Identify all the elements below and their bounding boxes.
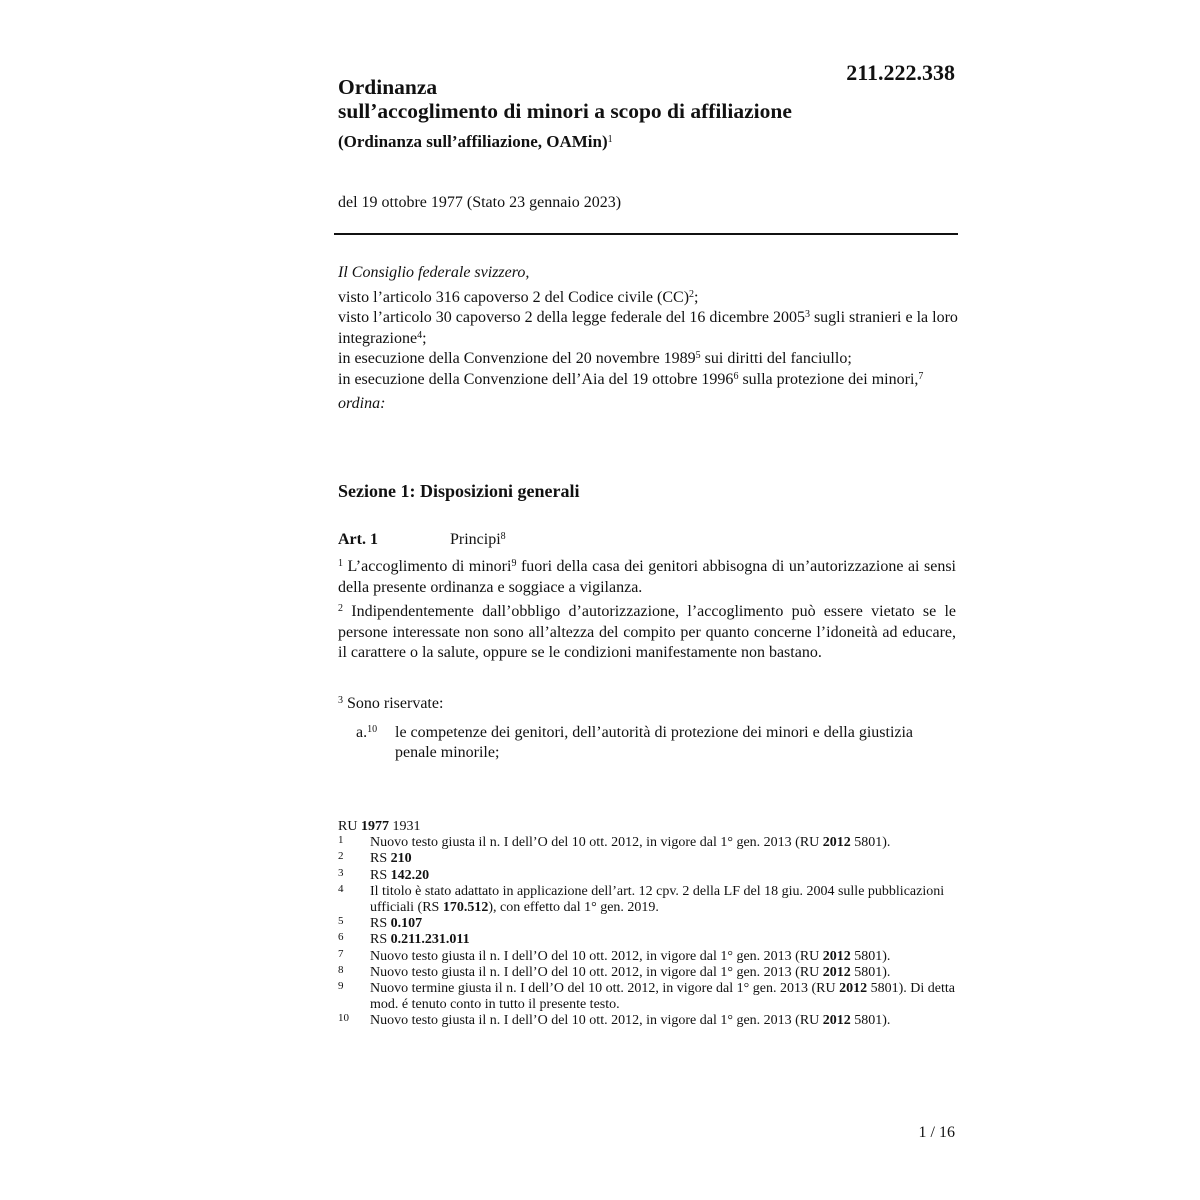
footnote-bold-ref: 0.211.231.011: [390, 932, 470, 948]
footnote-ref[interactable]: 3: [804, 309, 810, 320]
list-label: [356, 723, 377, 743]
footnote-text: Nuovo testo giusta il n. I dell’O del 10 ott. 2012, in vigore dal 1° gen. 2013 (RU: [370, 964, 823, 980]
footnote-ref[interactable]: 4: [417, 329, 423, 341]
document-number: 211.222.338: [846, 60, 955, 85]
footnote-number: 1: [338, 834, 344, 847]
article-label: Art. 1: [338, 531, 378, 548]
preamble-line: ;: [694, 288, 699, 306]
footnote-bold-ref: 2012: [822, 964, 851, 980]
ru-text: RU: [338, 819, 361, 834]
footnote-bold-ref: 2012: [822, 1013, 851, 1029]
footnote: [338, 835, 958, 851]
preamble-line: visto l’articolo 30 capoverso 2 della legge federale del 16 dicembre 2005: [338, 309, 805, 326]
footnote-text: RS: [370, 851, 391, 867]
footnote-bold-ref: 2012: [822, 835, 851, 851]
section-heading: Sezione 1: Disposizioni generali: [338, 481, 580, 501]
list-letter: a.: [356, 724, 368, 741]
paragraph-3: [338, 694, 956, 715]
footnote-text: 5801).: [850, 835, 891, 851]
footnote: [338, 868, 958, 884]
paragraph-number: 3: [338, 695, 343, 706]
footnote-number: 5: [338, 915, 344, 928]
footnote: [338, 932, 958, 948]
paragraph-2: [338, 602, 956, 664]
footnote-ref[interactable]: 6: [733, 370, 739, 382]
footnote-bold-ref: 170.512: [442, 900, 489, 916]
preamble-line: sulla protezione dei minori,: [738, 370, 919, 388]
preamble-line: ;: [422, 329, 427, 347]
ru-page: 1931: [388, 819, 421, 834]
subtitle-text: (Ordinanza sull’affiliazione, OAMin): [338, 132, 608, 151]
title-line-1: Ordinanza: [338, 75, 438, 99]
document-title: [338, 75, 792, 123]
preamble-text: [338, 288, 958, 391]
preamble-line: sugli stranieri e la loro integrazione: [338, 309, 958, 347]
preamble-intro: Il Consiglio federale svizzero,: [338, 264, 530, 281]
document-subtitle: [338, 132, 613, 152]
footnote-ref[interactable]: 8: [500, 531, 506, 542]
title-line-2: sull’accoglimento di minori a scopo di affiliazione: [338, 99, 792, 123]
footnote: [338, 965, 958, 981]
list-text: le competenze dei genitori, dell’autorità di protezione dei minori e della giustizia penale minorile;: [395, 724, 914, 761]
footnote-text: 5801).: [850, 964, 891, 980]
footnote-bold-ref: 2012: [839, 981, 868, 997]
footnote-number: 3: [338, 866, 344, 879]
footnote-text: RS: [370, 916, 391, 932]
footnote: [338, 884, 958, 916]
paragraph-number: 1: [338, 558, 343, 569]
footnote-text: Nuovo testo giusta il n. I dell’O del 10 ott. 2012, in vigore dal 1° gen. 2013 (RU: [370, 948, 823, 964]
footnote-bold-ref: 0.107: [390, 916, 423, 932]
footnote-number: 10: [338, 1012, 349, 1025]
footnote-number: 7: [338, 947, 344, 960]
page-number: 1 / 16: [918, 1124, 955, 1141]
footnote: [338, 1013, 958, 1029]
footnote-ref[interactable]: 2: [689, 288, 695, 300]
ru-year: 1977: [360, 819, 389, 834]
preamble: [338, 263, 958, 415]
footnote-text: Nuovo testo giusta il n. I dell’O del 10 ott. 2012, in vigore dal 1° gen. 2013 (RU: [370, 1013, 823, 1029]
footnote-text: Il titolo è stato adattato in applicazione dell’art. 12 cpv. 2 della LF del 18 giu. 2004 sulle pubblicazioni ufficiali (RS: [370, 883, 945, 916]
footnote-bold-ref: 142.20: [390, 867, 430, 883]
preamble-line: sui diritti del fanciullo;: [700, 350, 852, 367]
footnote-text: Nuovo testo giusta il n. I dell’O del 10 ott. 2012, in vigore dal 1° gen. 2013 (RU: [370, 835, 823, 851]
footnote-text: RS: [370, 867, 391, 883]
divider: [334, 233, 958, 235]
footnote-number: 9: [338, 980, 344, 993]
footnote-bold-ref: 210: [390, 851, 412, 867]
footnote-text: ), con effetto dal 1° gen. 2019.: [488, 900, 659, 916]
footnote-ref[interactable]: 1: [607, 134, 613, 145]
footnote-text: Nuovo termine giusta il n. I dell’O del 10 ott. 2012, in vigore dal 1° gen. 2013 (RU: [370, 981, 840, 997]
paragraph-1: [338, 557, 956, 598]
footnote-number: 6: [338, 931, 344, 944]
footnote-list: [338, 835, 958, 1029]
footnote: [338, 981, 958, 1013]
article-title: Principi: [450, 531, 501, 548]
footnote: [338, 851, 958, 867]
footnote-ref[interactable]: 7: [918, 370, 924, 382]
paragraph-text: Sono riservate:: [343, 695, 444, 712]
footnote-ref[interactable]: 9: [511, 558, 517, 569]
footnotes: [338, 819, 958, 1030]
footnote-number: 8: [338, 963, 344, 976]
footnote-ref[interactable]: 5: [695, 350, 701, 361]
paragraph-text: fuori della casa dei genitori abbisogna di un’autorizzazione ai sensi della presente ordinanza e soggiace a vigilanza.: [338, 558, 956, 596]
footnote-text: RS: [370, 932, 391, 948]
preamble-ordina: ordina:: [338, 395, 386, 412]
footnote-text: 5801).: [850, 948, 891, 964]
ru-reference: [338, 819, 958, 835]
paragraph-number: 2: [338, 603, 343, 614]
preamble-line: visto l’articolo 316 capoverso 2 del Codice civile (CC): [338, 288, 690, 306]
preamble-line: in esecuzione della Convenzione del 20 novembre 1989: [338, 350, 696, 367]
footnote: [338, 916, 958, 932]
list-item-a: [356, 723, 956, 763]
footnote-text: 5801).: [850, 1013, 891, 1029]
document-date: del 19 ottobre 1977 (Stato 23 gennaio 2023): [338, 194, 622, 211]
paragraph-text: L’accoglimento di minori: [343, 558, 512, 575]
footnote-bold-ref: 2012: [822, 948, 851, 964]
paragraph-text: Indipendentemente dall’obbligo d’autorizzazione, l’accoglimento può essere vietato se le persone interessate non sono all’altezza del compito per quanto concerne l’idoneità ad educare, il carattere o la salute, oppure se le condizioni manifestamente non bastano.: [338, 603, 956, 661]
footnote: [338, 949, 958, 965]
footnote-number: 4: [338, 882, 344, 895]
footnote-number: 2: [338, 850, 344, 863]
footnote-ref[interactable]: 10: [367, 724, 378, 735]
article-heading: [338, 531, 506, 549]
preamble-line: in esecuzione della Convenzione dell’Aia del 19 ottobre 1996: [338, 370, 734, 388]
footnote-text: 5801). Di detta mod. é tenuto conto in tutto il presente testo.: [370, 981, 955, 1013]
